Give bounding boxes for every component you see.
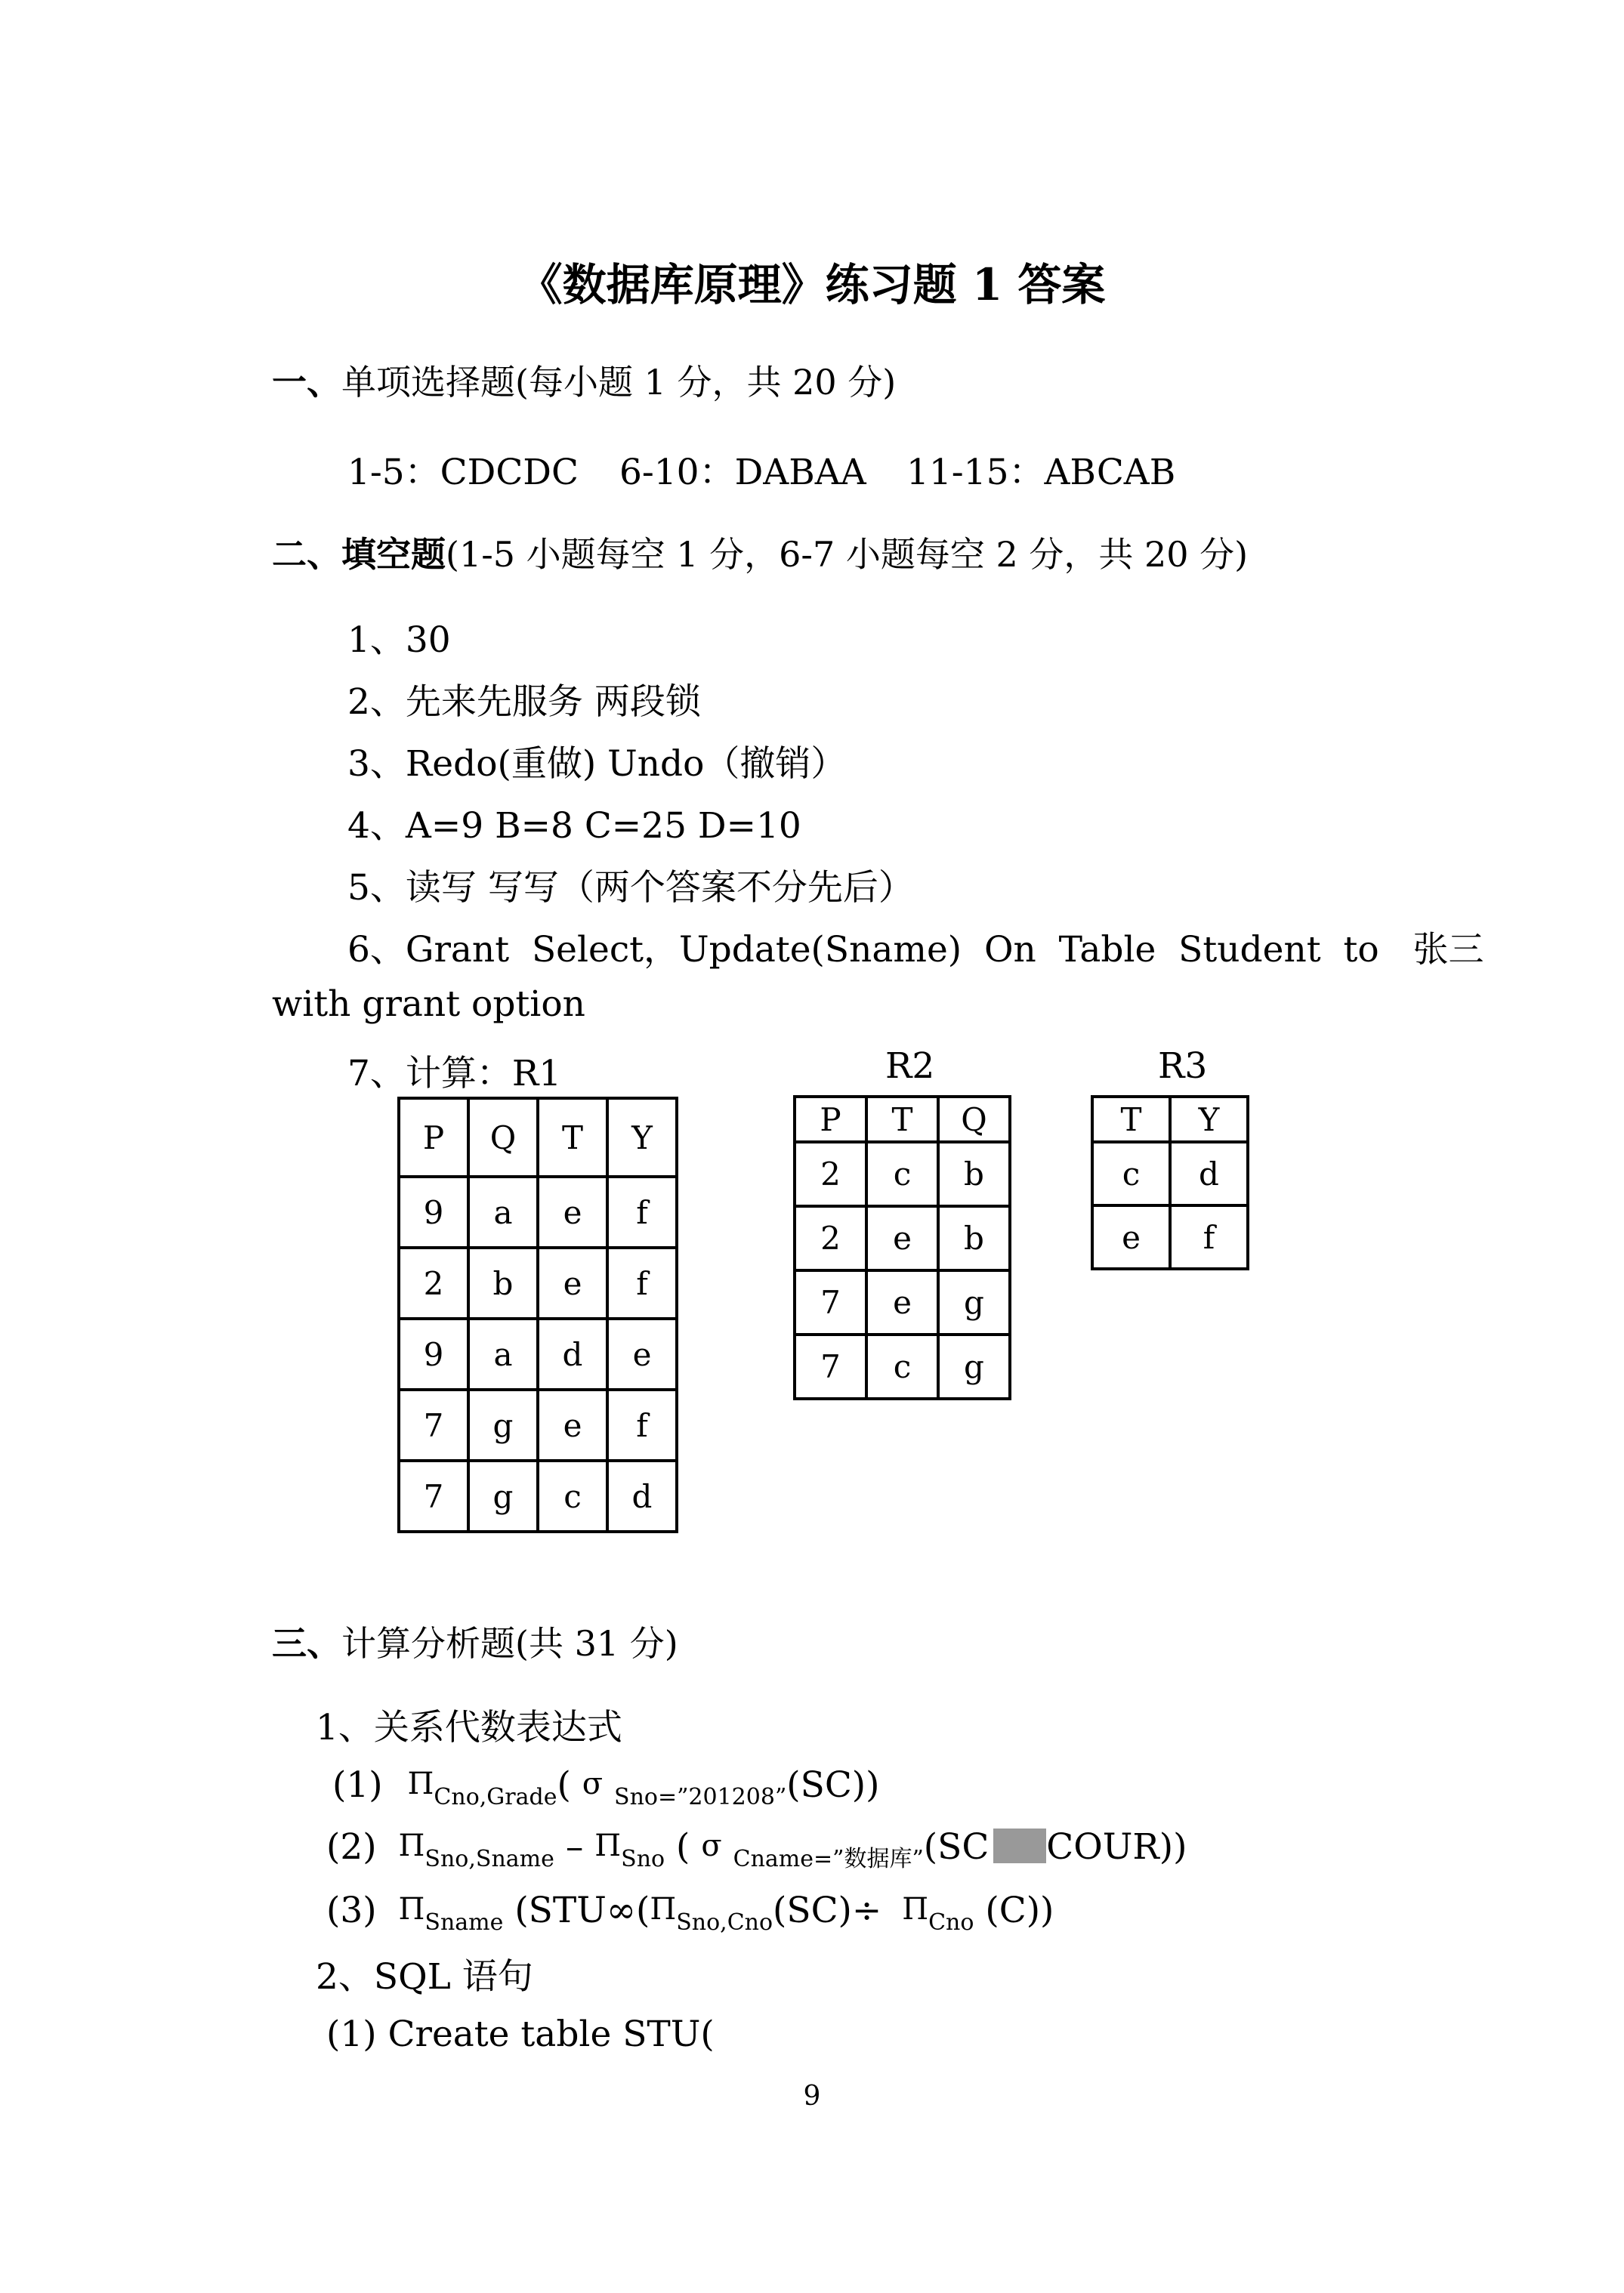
table-header-row [399, 1098, 677, 1177]
table-cell: b [468, 1248, 538, 1319]
table-cell: e [538, 1177, 607, 1248]
fill-item-5: 5、读写 写写（两个答案不分先后） [347, 867, 914, 909]
table-row [795, 1270, 1010, 1335]
header-cell: P [399, 1098, 468, 1177]
fill-item-2: 2、先来先服务 两段锁 [347, 681, 701, 723]
table-cell: 7 [795, 1335, 866, 1399]
fill-item-4: 4、A=9 B=8 C=25 D=10 [347, 805, 801, 847]
sql-heading: 2、SQL 语句 [316, 1956, 533, 1998]
table-cell: f [607, 1248, 677, 1319]
fill-item-7-label: 7、计算：R1 [347, 1053, 562, 1094]
table-cell: c [1092, 1142, 1170, 1205]
table-row [399, 1177, 677, 1248]
table-row [399, 1248, 677, 1319]
table-cell: e [538, 1390, 607, 1461]
section3-label: 计算分析题 [341, 1623, 515, 1664]
table-cell: g [468, 1390, 538, 1461]
table-row [795, 1335, 1010, 1399]
section2-heading [272, 527, 1248, 577]
section1-heading [272, 355, 896, 405]
section1-note: (每小题 1 分，共 20 分) [515, 362, 897, 403]
table-row [399, 1390, 677, 1461]
table-row [1092, 1142, 1248, 1205]
expression-tail: (C)) [985, 1890, 1054, 1931]
fill-item-3: 3、Redo(重做) Undo（撤销） [347, 743, 847, 785]
section2-prefix: 二、 [272, 534, 341, 575]
page-number: 9 [803, 2081, 821, 2112]
table-cell: 2 [795, 1206, 866, 1270]
relation-r2-table [793, 1095, 1011, 1400]
table-row [399, 1319, 677, 1390]
fill-item-6: 6、Grant Select，Update(Sname) On Table Student to 张三 [347, 929, 1484, 971]
table-cell: c [866, 1142, 938, 1206]
table-cell: 7 [399, 1461, 468, 1532]
header-cell: Y [1170, 1097, 1248, 1142]
expression-3 [326, 1890, 1054, 1936]
table-row [399, 1461, 677, 1532]
expression-2 [326, 1826, 1187, 1872]
r3-label: R3 [1158, 1045, 1208, 1087]
table-cell: d [538, 1319, 607, 1390]
table-cell: e [1092, 1205, 1170, 1269]
expression-tail: (SC [923, 1826, 990, 1868]
r2-label: R2 [885, 1045, 935, 1087]
table-cell: d [1170, 1142, 1248, 1205]
sql-statement-1: (1) Create table STU( [326, 2014, 715, 2055]
table-cell: 2 [399, 1248, 468, 1319]
natural-join-icon [993, 1829, 1046, 1863]
section3-heading [272, 1616, 678, 1666]
answer-6-10: 6-10：DABAA [619, 452, 866, 493]
projection-attributes: Cno,Grade [434, 1784, 557, 1810]
expression-number: (3) [326, 1890, 377, 1931]
expression-tail: COUR)) [1046, 1826, 1187, 1868]
table-cell: 9 [399, 1319, 468, 1390]
expression-tail: (SC)) [786, 1764, 880, 1806]
table-row [795, 1206, 1010, 1270]
table-cell: e [538, 1248, 607, 1319]
header-cell: T [538, 1098, 607, 1177]
projection-attributes: Cno [928, 1909, 974, 1936]
section1-label: 单项选择题 [341, 362, 515, 403]
table-cell: d [607, 1461, 677, 1532]
table-header-row [795, 1097, 1010, 1142]
projection-attributes: Sno [621, 1846, 665, 1872]
projection-attributes: Sno,Sname [425, 1846, 554, 1872]
table-cell: f [607, 1177, 677, 1248]
table-cell: f [607, 1390, 677, 1461]
answer-11-15: 11-15：ABCAB [906, 452, 1176, 493]
fill-item-6-continued: with grant option [272, 983, 585, 1025]
table-cell: 7 [399, 1390, 468, 1461]
table-cell: 7 [795, 1270, 866, 1335]
projection-symbol: Π [407, 1767, 434, 1801]
projection-symbol: Π [594, 1829, 622, 1863]
header-cell: T [866, 1097, 938, 1142]
selection-condition: Cname=”数据库” [733, 1846, 924, 1872]
projection-attributes: Sno,Cno [676, 1909, 773, 1936]
selection-symbol: σ [701, 1829, 722, 1863]
projection-symbol: Π [398, 1892, 425, 1927]
table-cell: c [538, 1461, 607, 1532]
header-cell: T [1092, 1097, 1170, 1142]
table-row [1092, 1205, 1248, 1269]
open-paren: ( [557, 1764, 571, 1806]
table-cell: g [938, 1270, 1010, 1335]
table-cell: f [1170, 1205, 1248, 1269]
section2-label: 填空题 [341, 534, 446, 575]
header-cell: Q [468, 1098, 538, 1177]
table-cell: 2 [795, 1142, 866, 1206]
section3-note: (共 31 分) [515, 1623, 678, 1664]
selection-condition: Sno=”201208” [614, 1784, 787, 1810]
table-header-row [1092, 1097, 1248, 1142]
answer-1-5: 1-5：CDCDC [347, 452, 579, 493]
expression-1 [332, 1764, 880, 1810]
open-paren: ( [676, 1826, 690, 1868]
expression-number: (2) [326, 1826, 377, 1868]
header-cell: Y [607, 1098, 677, 1177]
projection-attributes: Sname [425, 1909, 504, 1936]
relation-r3-table [1091, 1095, 1249, 1270]
section2-note: (1-5 小题每空 1 分，6-7 小题每空 2 分，共 20 分) [446, 534, 1249, 575]
table-cell: a [468, 1177, 538, 1248]
header-cell: Q [938, 1097, 1010, 1142]
header-cell: P [795, 1097, 866, 1142]
table-cell: g [468, 1461, 538, 1532]
selection-symbol: σ [582, 1767, 604, 1801]
fill-item-1: 1、30 [347, 619, 451, 661]
expression-middle: (STU∞( [514, 1890, 650, 1931]
table-row [795, 1142, 1010, 1206]
table-cell: b [938, 1142, 1010, 1206]
projection-symbol: Π [902, 1892, 929, 1927]
table-cell: g [938, 1335, 1010, 1399]
relation-r1-table [397, 1097, 678, 1533]
table-cell: b [938, 1206, 1010, 1270]
expression-division: (SC)÷ [773, 1890, 882, 1931]
relational-algebra-heading: 1、关系代数表达式 [316, 1707, 622, 1748]
expression-number: (1) [332, 1764, 383, 1806]
projection-symbol: Π [650, 1892, 677, 1927]
projection-symbol: Π [398, 1829, 425, 1863]
table-cell: a [468, 1319, 538, 1390]
table-cell: 9 [399, 1177, 468, 1248]
table-cell: e [866, 1206, 938, 1270]
section1-prefix: 一、 [272, 362, 341, 403]
section3-prefix: 三、 [272, 1623, 341, 1664]
table-cell: c [866, 1335, 938, 1399]
table-cell: e [866, 1270, 938, 1335]
minus-operator: – [565, 1826, 584, 1868]
table-cell: e [607, 1319, 677, 1390]
page-title: 《数据库原理》练习题 1 答案 [518, 259, 1106, 310]
